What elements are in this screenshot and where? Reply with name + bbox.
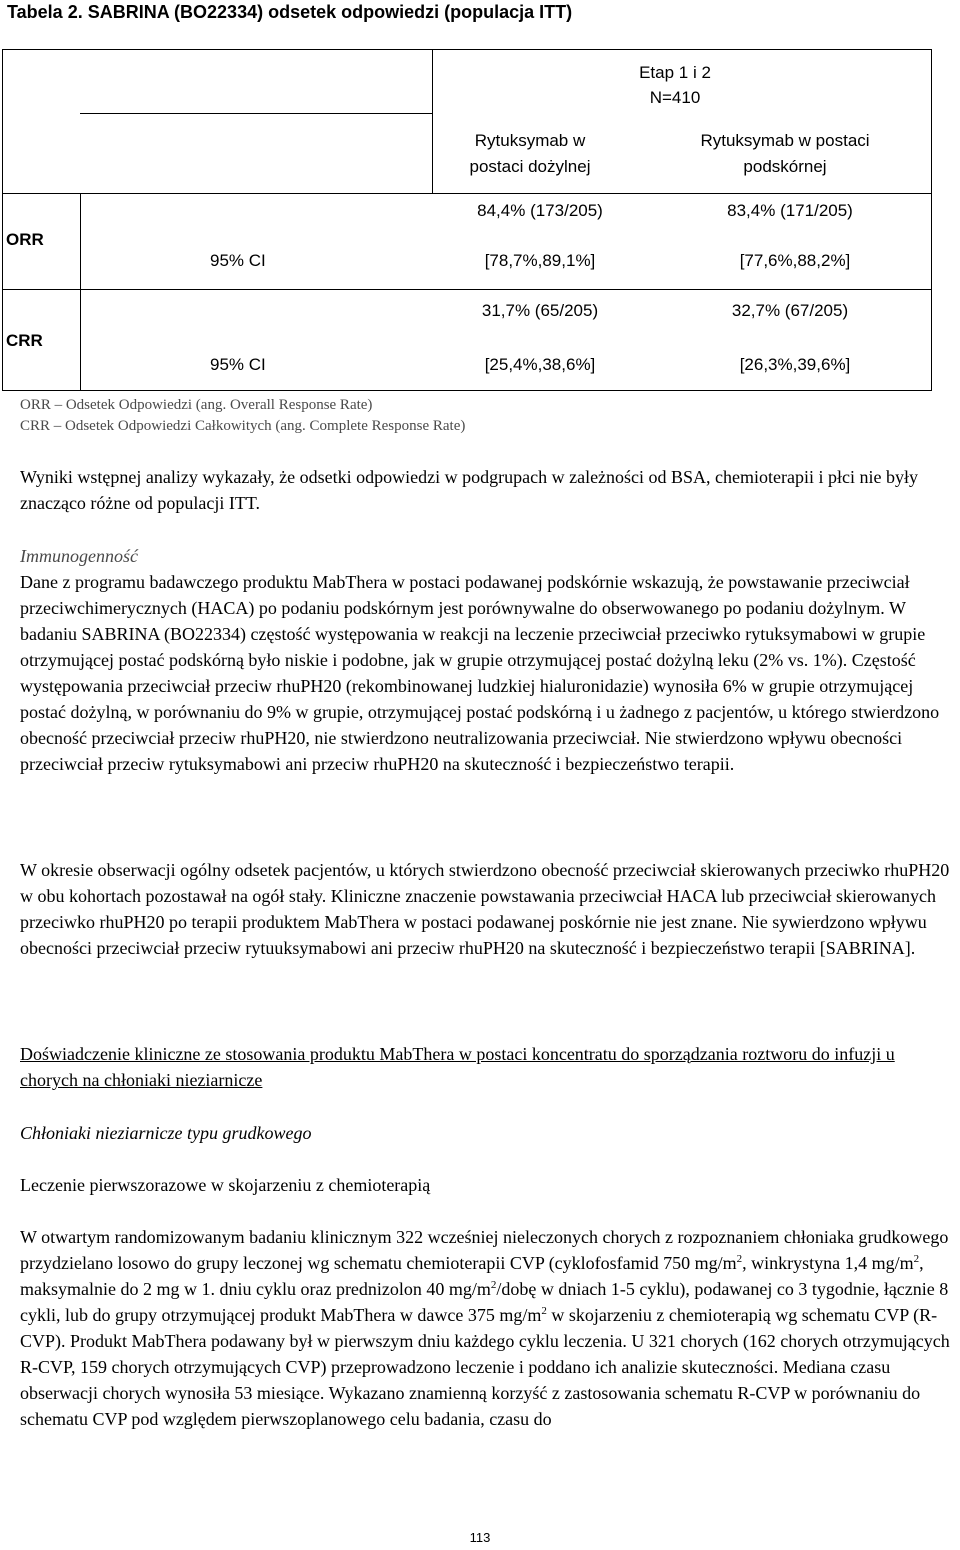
sup-m2-a: 2: [736, 1253, 743, 1265]
orr-value-col2: 83,4% (171/205): [727, 201, 853, 220]
orr-ci-label: 95% CI: [210, 251, 266, 270]
sup-m2-d: 2: [541, 1305, 547, 1317]
table-title: Tabela 2. SABRINA (BO22334) odsetek odpowiedzi (populacja ITT): [7, 2, 573, 22]
crr-ci-col1: [25,4%,38,6%]: [484, 355, 596, 374]
orr-ci-col2: [77,6%,88,2%]: [739, 251, 851, 270]
p4-part-a: W otwartym randomizowanym badaniu klinicznym 322 wcześniej nieleczonych chorych z rozpoznaniem chłoniaka grudkowego przydzielano losowo do grupy leczonej wg schematu chemioterapii CVP (cyklofosfamid 750 mg/m: [20, 1227, 949, 1273]
footnote-orr: ORR – Odsetek Odpowiedzi (ang. Overall Response Rate): [20, 397, 373, 413]
orr-value-col1: 84,4% (173/205): [477, 201, 603, 220]
subheading-follicular: Chłoniaki nieziarnicze typu grudkowego: [20, 1123, 312, 1143]
section-heading-clinical: Doświadczenie kliniczne ze stosowania produktu MabThera w postaci koncentratu do sporządzania roztworu do infuzji u chorych na chłoniaki nieziarnicze: [20, 1044, 895, 1090]
table-header-col1-cell: [80, 113, 433, 194]
crr-value-col2: 32,7% (67/205): [731, 301, 849, 320]
orr-ci-col1: [78,7%,89,1%]: [484, 251, 596, 270]
p4-part-b: , winkrystyna 1,4 mg/m: [742, 1253, 914, 1273]
page-number: 113: [469, 1530, 491, 1545]
crr-ci-col2: [26,3%,39,6%]: [739, 355, 851, 374]
col1-header: Rytuksymab w postaci dożylnej: [469, 131, 591, 176]
paragraph-observation: W okresie obserwacji ogólny odsetek pacjentów, u których stwierdzono obecność przeciwciał skierowanych przeciwko rhuPH20 w obu kohortach pozostawał na ogół stały. Kliniczne znaczenie powstawania przeciwciał HACA lub przeciwciał skierowanych przeciwko rhuPH20 po terapii produktem MabThera w postaci podawanej poskórnie nie jest znane. Nie sywierdzono wpływu obecności przeciwciał przeciw rytuuksymabowi ani przeciw rhuPH20 na skuteczność i bezpieczeństwo terapii [SABRINA].: [20, 860, 950, 958]
crr-value-col1: 31,7% (65/205): [481, 301, 599, 320]
crr-ci-label: 95% CI: [210, 355, 266, 374]
paragraph-cvp-study: [20, 1224, 955, 1432]
immunogenicity-heading: Immunogenność: [20, 546, 138, 566]
paragraph-immunogenicity: Dane z programu badawczego produktu MabThera w postaci podawanej podskórnie wskazują, że powstawanie przeciwciał przeciwchimerycznych (HACA) po podaniu podskórnym jest porównywalne do obserwowanego po podaniu dożylnym. W badaniu SABRINA (BO22334) częstość występowania w reakcji na leczenie przeciwciał przeciwko rytuksymabowi w grupie otrzymującej postać podskórną było niskie i podobne, jak w grupie otrzymującej postać dożylną leku (2% vs. 1%). Częstość występowania przeciwciał przeciw rhuPH20 (rekombinowanej ludzkiej hialuronidazie) wynosiła 6% w grupie otrzymującej postać dożylną, w porównaniu do 9% w grupie, otrzymującej postać podskórną i u żadnego z pacjentów, u którego stwierdzono obecność przeciwciał przeciw rhuPH20, nie stwierdzono neutralizowania przeciwciał. Nie stwierdzono wpływu obecności przeciwciał przeciw rytuksymabowi ani przeciw rhuPH20 na skuteczność i bezpieczeństwo terapii.: [20, 572, 940, 774]
sup-m2-b: 2: [913, 1253, 920, 1265]
paragraph-subgroups: Wyniki wstępnej analizy wykazały, że odsetki odpowiedzi w podgrupach w zależności od BSA, chemioterapii i płci nie były znacząco różne od populacji ITT.: [20, 467, 918, 513]
subheading-first-line: Leczenie pierwszorazowe w skojarzeniu z chemioterapią: [20, 1175, 431, 1195]
orr-row-label: ORR: [6, 230, 44, 249]
header-group-label: Etap 1 i 2: [639, 63, 711, 82]
p4-part-c: , maksymalnie do 2 mg w 1. dniu cyklu oraz prednizolon 40 mg/m: [20, 1253, 924, 1299]
header-n-label: N=410: [649, 88, 701, 107]
crr-row-label: CRR: [6, 331, 43, 350]
p4-part-d: /dobę w dniach 1-5 cyklu), podawanej co 3 tygodnie, łącznie 8 cykli, lub do grupy otrzymującej produkt MabThera w dawce 375 mg/m: [20, 1279, 949, 1325]
col2-header: Rytuksymab w postaci podskórnej: [700, 131, 870, 176]
footnote-crr: CRR – Odsetek Odpowiedzi Całkowitych (ang. Complete Response Rate): [20, 418, 466, 434]
p4-part-e: w skojarzeniu z chemioterapią wg schematu CVP (R-CVP). Produkt MabThera podawany był w pierwszym dniu każdego cyklu leczenia. U 321 chorych (162 chorych otrzymujących R-CVP, 159 chorych otrzymujących CVP) przeprowadzono leczenie i poddano ich analizie skuteczności. Mediana czasu obserwacji chorych wynosiła 53 miesiące. Wykazano znamienną korzyść z zastosowania schematu R-CVP w porównaniu do schematu CVP pod względem pierwszoplanowego celu badania, czasu do: [20, 1305, 950, 1429]
sup-m2-c: 2: [490, 1279, 497, 1291]
